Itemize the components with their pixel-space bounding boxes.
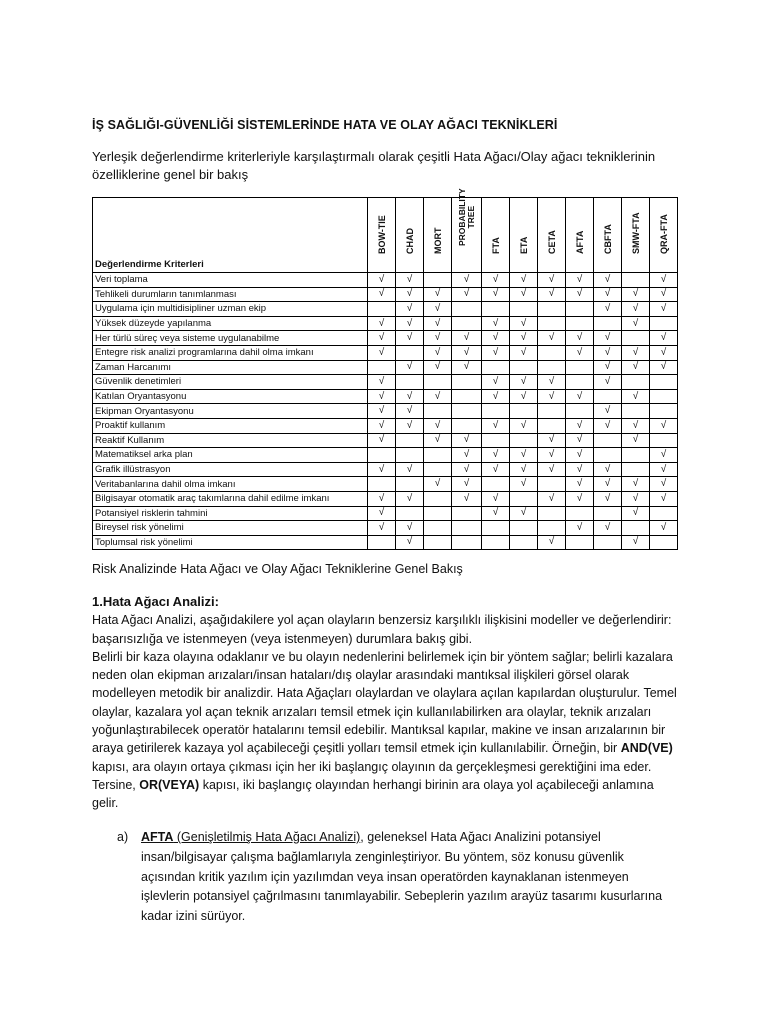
section-paragraph-1: Hata Ağacı Analizi, aşağıdakilere yol açan olayların benzersiz karşılıklı ilişkisini modeller ve değerlendirir: başarısızlığa ve istenmeyen (veya istenmeyen) durumlara bakış gibi.	[92, 613, 672, 646]
check-mark-cell: √	[452, 477, 482, 492]
check-mark-cell: √	[368, 491, 396, 506]
check-mark-cell: √	[368, 506, 396, 521]
check-mark-cell: √	[650, 345, 678, 360]
column-header	[510, 198, 538, 273]
check-mark-cell: √	[396, 389, 424, 404]
criterion-label: Bilgisayar otomatik araç takımlarına dahil edilme imkanı	[93, 491, 368, 506]
table-row	[93, 331, 678, 346]
check-mark-cell: √	[538, 433, 566, 448]
empty-cell	[452, 316, 482, 331]
criterion-label: Bireysel risk yönelimi	[93, 521, 368, 536]
empty-cell	[650, 316, 678, 331]
table-row	[93, 521, 678, 536]
empty-cell	[452, 506, 482, 521]
check-mark-cell: √	[452, 433, 482, 448]
empty-cell	[510, 491, 538, 506]
check-mark-cell: √	[396, 287, 424, 302]
check-mark-cell: √	[566, 448, 594, 463]
empty-cell	[622, 331, 650, 346]
check-mark-cell: √	[594, 521, 622, 536]
check-mark-cell: √	[594, 360, 622, 375]
comparison-table	[92, 188, 678, 550]
check-mark-cell: √	[396, 302, 424, 317]
empty-cell	[650, 375, 678, 390]
column-header-label: PROBABILITY TREE	[456, 188, 476, 246]
check-mark-cell: √	[368, 345, 396, 360]
empty-cell	[368, 360, 396, 375]
check-mark-cell: √	[566, 462, 594, 477]
empty-cell	[510, 521, 538, 536]
check-mark-cell: √	[594, 375, 622, 390]
afta-term: AFTA	[141, 830, 174, 844]
check-mark-cell: √	[594, 491, 622, 506]
check-mark-cell: √	[396, 331, 424, 346]
check-mark-cell: √	[538, 375, 566, 390]
check-mark-cell: √	[538, 448, 566, 463]
check-mark-cell: √	[566, 389, 594, 404]
check-mark-cell: √	[452, 331, 482, 346]
empty-cell	[538, 477, 566, 492]
check-mark-cell: √	[650, 360, 678, 375]
check-mark-cell: √	[396, 521, 424, 536]
check-mark-cell: √	[510, 273, 538, 288]
criterion-label: Reaktif Kullanım	[93, 433, 368, 448]
check-mark-cell: √	[594, 462, 622, 477]
criterion-label: Veri toplama	[93, 273, 368, 288]
check-mark-cell: √	[368, 433, 396, 448]
check-mark-cell: √	[650, 448, 678, 463]
check-mark-cell: √	[396, 404, 424, 419]
page-title: İŞ SAĞLIĞI-GÜVENLİĞİ SİSTEMLERİNDE HATA VE OLAY AĞACI TEKNİKLERİ	[92, 118, 558, 132]
check-mark-cell: √	[538, 462, 566, 477]
empty-cell	[482, 535, 510, 550]
check-mark-cell: √	[538, 331, 566, 346]
check-mark-cell: √	[482, 462, 510, 477]
check-mark-cell: √	[650, 477, 678, 492]
check-mark-cell: √	[396, 273, 424, 288]
check-mark-cell: √	[622, 302, 650, 317]
column-header	[396, 198, 424, 273]
check-mark-cell: √	[424, 302, 452, 317]
table-row	[93, 375, 678, 390]
empty-cell	[650, 389, 678, 404]
check-mark-cell: √	[538, 273, 566, 288]
check-mark-cell: √	[538, 491, 566, 506]
empty-cell	[368, 302, 396, 317]
check-mark-cell: √	[482, 506, 510, 521]
column-header	[594, 198, 622, 273]
empty-cell	[650, 535, 678, 550]
criterion-label: Veritabanlarına dahil olma imkanı	[93, 477, 368, 492]
check-mark-cell: √	[368, 521, 396, 536]
and-gate-term: AND(VE)	[620, 741, 673, 756]
criteria-header: Değerlendirme Kriterleri	[93, 198, 368, 273]
empty-cell	[396, 448, 424, 463]
check-mark-cell: √	[538, 535, 566, 550]
check-mark-cell: √	[368, 287, 396, 302]
empty-cell	[452, 302, 482, 317]
empty-cell	[510, 433, 538, 448]
paragraph-2-part-c: kapısı, iki başlangıç olayından herhangi birinin ara olaya yol açabileceği anlamına gelir.	[92, 777, 654, 811]
empty-cell	[622, 521, 650, 536]
empty-cell	[396, 375, 424, 390]
check-mark-cell: √	[622, 287, 650, 302]
criterion-label: Tehlikeli durumların tanımlanması	[93, 287, 368, 302]
column-header-label: CHAD	[404, 228, 415, 254]
check-mark-cell: √	[538, 287, 566, 302]
table-row	[93, 535, 678, 550]
column-header-label: AFTA	[574, 230, 585, 254]
check-mark-cell: √	[594, 404, 622, 419]
check-mark-cell: √	[510, 287, 538, 302]
empty-cell	[594, 448, 622, 463]
empty-cell	[510, 404, 538, 419]
check-mark-cell: √	[510, 345, 538, 360]
check-mark-cell: √	[622, 418, 650, 433]
column-header-label: CBFTA	[602, 224, 613, 254]
table-row	[93, 345, 678, 360]
list-item-afta	[117, 828, 677, 927]
empty-cell	[594, 316, 622, 331]
criterion-label: Proaktif kullanım	[93, 418, 368, 433]
empty-cell	[566, 302, 594, 317]
check-mark-cell: √	[396, 535, 424, 550]
empty-cell	[424, 521, 452, 536]
check-mark-cell: √	[424, 360, 452, 375]
check-mark-cell: √	[510, 477, 538, 492]
check-mark-cell: √	[622, 360, 650, 375]
criterion-label: Entegre risk analizi programlarına dahil olma imkanı	[93, 345, 368, 360]
check-mark-cell: √	[650, 491, 678, 506]
check-mark-cell: √	[452, 448, 482, 463]
empty-cell	[566, 404, 594, 419]
check-mark-cell: √	[452, 491, 482, 506]
table-header-row	[93, 198, 678, 273]
empty-cell	[538, 302, 566, 317]
empty-cell	[566, 535, 594, 550]
criterion-label: Yüksek düzeyde yapılanma	[93, 316, 368, 331]
table-row	[93, 506, 678, 521]
criterion-label: Grafik illüstrasyon	[93, 462, 368, 477]
empty-cell	[396, 433, 424, 448]
criterion-label: Matematiksel arka plan	[93, 448, 368, 463]
check-mark-cell: √	[424, 345, 452, 360]
check-mark-cell: √	[622, 345, 650, 360]
empty-cell	[396, 345, 424, 360]
empty-cell	[622, 462, 650, 477]
check-mark-cell: √	[594, 418, 622, 433]
empty-cell	[452, 389, 482, 404]
empty-cell	[538, 521, 566, 536]
empty-cell	[566, 506, 594, 521]
empty-cell	[594, 535, 622, 550]
empty-cell	[452, 375, 482, 390]
empty-cell	[424, 375, 452, 390]
check-mark-cell: √	[368, 273, 396, 288]
check-mark-cell: √	[396, 418, 424, 433]
empty-cell	[482, 521, 510, 536]
table-row	[93, 404, 678, 419]
check-mark-cell: √	[368, 418, 396, 433]
check-mark-cell: √	[368, 316, 396, 331]
check-mark-cell: √	[424, 331, 452, 346]
check-mark-cell: √	[594, 345, 622, 360]
check-mark-cell: √	[510, 448, 538, 463]
empty-cell	[510, 360, 538, 375]
check-mark-cell: √	[650, 462, 678, 477]
check-mark-cell: √	[594, 331, 622, 346]
check-mark-cell: √	[566, 345, 594, 360]
empty-cell	[396, 506, 424, 521]
check-mark-cell: √	[510, 462, 538, 477]
check-mark-cell: √	[452, 273, 482, 288]
check-mark-cell: √	[368, 462, 396, 477]
check-mark-cell: √	[566, 418, 594, 433]
check-mark-cell: √	[510, 418, 538, 433]
check-mark-cell: √	[566, 273, 594, 288]
empty-cell	[594, 389, 622, 404]
check-mark-cell: √	[566, 477, 594, 492]
check-mark-cell: √	[452, 360, 482, 375]
empty-cell	[424, 462, 452, 477]
check-mark-cell: √	[424, 389, 452, 404]
empty-cell	[566, 316, 594, 331]
check-mark-cell: √	[566, 287, 594, 302]
empty-cell	[650, 404, 678, 419]
table-body	[93, 273, 678, 550]
check-mark-cell: √	[538, 389, 566, 404]
table-row	[93, 389, 678, 404]
check-mark-cell: √	[650, 287, 678, 302]
empty-cell	[396, 477, 424, 492]
empty-cell	[510, 535, 538, 550]
check-mark-cell: √	[594, 273, 622, 288]
check-mark-cell: √	[396, 360, 424, 375]
empty-cell	[566, 375, 594, 390]
check-mark-cell: √	[396, 491, 424, 506]
check-mark-cell: √	[368, 375, 396, 390]
criterion-label: Toplumsal risk yönelimi	[93, 535, 368, 550]
check-mark-cell: √	[424, 316, 452, 331]
check-mark-cell: √	[622, 535, 650, 550]
column-header-label: MORT	[432, 227, 443, 254]
table-row	[93, 418, 678, 433]
criterion-label: Uygulama için multidisipliner uzman ekip	[93, 302, 368, 317]
check-mark-cell: √	[452, 345, 482, 360]
empty-cell	[622, 448, 650, 463]
column-header-label: BOW-TIE	[376, 215, 387, 254]
table-row	[93, 491, 678, 506]
check-mark-cell: √	[482, 389, 510, 404]
check-mark-cell: √	[482, 287, 510, 302]
empty-cell	[538, 360, 566, 375]
table-row	[93, 316, 678, 331]
check-mark-cell: √	[482, 491, 510, 506]
empty-cell	[538, 506, 566, 521]
column-header-label: FTA	[490, 237, 501, 254]
empty-cell	[482, 360, 510, 375]
empty-cell	[424, 535, 452, 550]
check-mark-cell: √	[482, 418, 510, 433]
empty-cell	[368, 448, 396, 463]
column-header	[424, 198, 452, 273]
check-mark-cell: √	[650, 418, 678, 433]
check-mark-cell: √	[396, 316, 424, 331]
section-heading: 1.Hata Ağacı Analizi:	[92, 594, 219, 609]
empty-cell	[452, 521, 482, 536]
check-mark-cell: √	[424, 287, 452, 302]
empty-cell	[368, 477, 396, 492]
check-mark-cell: √	[650, 273, 678, 288]
check-mark-cell: √	[594, 477, 622, 492]
empty-cell	[650, 433, 678, 448]
check-mark-cell: √	[452, 287, 482, 302]
check-mark-cell: √	[566, 521, 594, 536]
empty-cell	[452, 535, 482, 550]
paragraph-2-part-a: Belirli bir kaza olayına odaklanır ve bu olayın nedenlerini belirlemek için bir yöntem sağlar; belirli kazalara neden olan ekipman arızaları/insan hataları/dış olaylar arasındaki mantıksal ilişkileri görsel olarak modelleyen metodik bir analizdir. Hata Ağaçları olaylardan ve olaylara açılan kapılardan oluşturulur. Temel olaylar, kazalara yol açan teknik arızaları temsil etmek için kullanılabilirken ara olaylar, teknik arızaları yoğunlaştırabilecek operatör hatalarını temsil edebilir. Mantıksal kapılar, makine ve insan arızalarının bir araya getirilerek kazaya yol açabileceği çeşitli yolları temsil etmek için kullanılabilir. Örneğin, bir	[92, 649, 677, 756]
check-mark-cell: √	[622, 491, 650, 506]
table-caption: Risk Analizinde Hata Ağacı ve Olay Ağacı Tekniklerine Genel Bakış	[92, 562, 463, 576]
column-header	[622, 198, 650, 273]
check-mark-cell: √	[650, 331, 678, 346]
check-mark-cell: √	[566, 433, 594, 448]
check-mark-cell: √	[396, 462, 424, 477]
check-mark-cell: √	[482, 375, 510, 390]
empty-cell	[622, 375, 650, 390]
check-mark-cell: √	[622, 477, 650, 492]
empty-cell	[482, 477, 510, 492]
check-mark-cell: √	[482, 448, 510, 463]
column-header	[538, 198, 566, 273]
check-mark-cell: √	[650, 521, 678, 536]
table-row	[93, 477, 678, 492]
empty-cell	[452, 404, 482, 419]
section-body	[92, 593, 682, 813]
column-header-label: ETA	[518, 236, 529, 254]
empty-cell	[424, 273, 452, 288]
column-header	[650, 198, 678, 273]
table-row	[93, 287, 678, 302]
check-mark-cell: √	[622, 506, 650, 521]
column-header	[482, 198, 510, 273]
empty-cell	[538, 418, 566, 433]
check-mark-cell: √	[482, 316, 510, 331]
or-gate-term: OR(VEYA)	[139, 777, 200, 792]
check-mark-cell: √	[424, 418, 452, 433]
table-row	[93, 448, 678, 463]
empty-cell	[482, 302, 510, 317]
column-header	[368, 198, 396, 273]
empty-cell	[594, 433, 622, 448]
empty-cell	[594, 506, 622, 521]
empty-cell	[424, 404, 452, 419]
check-mark-cell: √	[424, 477, 452, 492]
check-mark-cell: √	[510, 316, 538, 331]
check-mark-cell: √	[368, 331, 396, 346]
empty-cell	[538, 345, 566, 360]
check-mark-cell: √	[368, 404, 396, 419]
empty-cell	[482, 433, 510, 448]
check-mark-cell: √	[622, 433, 650, 448]
table-row	[93, 360, 678, 375]
empty-cell	[452, 418, 482, 433]
check-mark-cell: √	[622, 316, 650, 331]
check-mark-cell: √	[368, 389, 396, 404]
empty-cell	[424, 491, 452, 506]
criterion-label: Zaman Harcanımı	[93, 360, 368, 375]
criterion-label: Potansiyel risklerin tahmini	[93, 506, 368, 521]
criterion-label: Ekipman Oryantasyonu	[93, 404, 368, 419]
empty-cell	[538, 404, 566, 419]
check-mark-cell: √	[594, 302, 622, 317]
section-paragraph-2	[92, 648, 682, 813]
check-mark-cell: √	[424, 433, 452, 448]
check-mark-cell: √	[594, 287, 622, 302]
check-mark-cell: √	[510, 389, 538, 404]
criterion-label: Güvenlik denetimleri	[93, 375, 368, 390]
check-mark-cell: √	[510, 375, 538, 390]
check-mark-cell: √	[650, 302, 678, 317]
table-row	[93, 302, 678, 317]
empty-cell	[566, 360, 594, 375]
list-marker: a)	[117, 830, 129, 844]
column-header	[566, 198, 594, 273]
empty-cell	[538, 316, 566, 331]
empty-cell	[650, 506, 678, 521]
check-mark-cell: √	[622, 389, 650, 404]
table-row	[93, 462, 678, 477]
check-mark-cell: √	[482, 273, 510, 288]
column-header-label: SMW-FTA	[630, 212, 641, 254]
afta-term-detail: (Genişletilmiş Hata Ağacı Analizi)	[173, 830, 361, 844]
check-mark-cell: √	[566, 491, 594, 506]
empty-cell	[510, 302, 538, 317]
column-header-label: CETA	[546, 230, 557, 254]
list-item-text	[141, 828, 677, 927]
empty-cell	[424, 448, 452, 463]
paragraph-2-part-b: kapısı, ara olayın ortaya çıkması için her iki başlangıç olayının da gerçekleşmesi gerektiğini ima eder. Tersine,	[92, 759, 652, 792]
check-mark-cell: √	[510, 331, 538, 346]
check-mark-cell: √	[510, 506, 538, 521]
empty-cell	[424, 506, 452, 521]
criterion-label: Her türlü süreç veya sisteme uygulanabilme	[93, 331, 368, 346]
table-row	[93, 433, 678, 448]
column-header-label: QRA-FTA	[658, 214, 669, 254]
check-mark-cell: √	[566, 331, 594, 346]
empty-cell	[482, 404, 510, 419]
intro-paragraph: Yerleşik değerlendirme kriterleriyle karşılaştırmalı olarak çeşitli Hata Ağacı/Olay ağacı tekniklerinin özelliklerine genel bir bakış	[92, 149, 656, 182]
table-row	[93, 273, 678, 288]
empty-cell	[368, 535, 396, 550]
empty-cell	[622, 273, 650, 288]
column-header	[452, 188, 482, 273]
empty-cell	[622, 404, 650, 419]
afta-description: , geleneksel Hata Ağacı Analizini potansiyel insan/bilgisayar çalışma bağlamlarıyla zenginleştiriyor. Bu yöntem, söz konusu güvenlik açısından kritik yazılım için yazılımdan veya insan operatörden kaynaklanan istenmeyen işlevlerin potansiyel çağrılmasını tanımlayabilir. Sebeplerin yazılım arayüz tasarımı kusurlarına kadar izini sürüyor.	[141, 830, 663, 924]
check-mark-cell: √	[482, 345, 510, 360]
criterion-label: Katılan Oryantasyonu	[93, 389, 368, 404]
check-mark-cell: √	[452, 462, 482, 477]
check-mark-cell: √	[482, 331, 510, 346]
